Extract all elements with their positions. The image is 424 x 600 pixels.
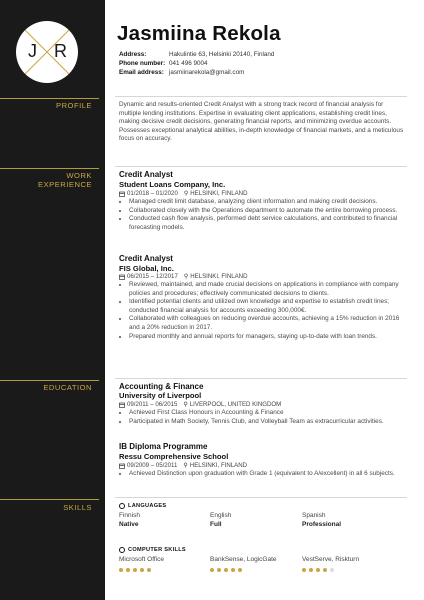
section-label-work-1: WORK: [66, 171, 92, 180]
contact-address: [119, 51, 274, 58]
calendar-icon: [119, 402, 125, 408]
job-meta: [119, 273, 247, 280]
job-title: Credit Analyst: [119, 254, 173, 263]
languages-heading: [119, 503, 166, 509]
education-location: LIVERPOOL, UNITED KINGDOM: [189, 401, 282, 408]
location-pin-icon: ⚲: [183, 463, 188, 469]
section-label-skills: SKILLS: [63, 503, 92, 512]
skill-rating: [302, 568, 334, 572]
rating-dot: [133, 568, 137, 572]
work-divider: [0, 168, 99, 169]
monogram-logo: [16, 21, 78, 83]
school-name: University of Liverpool: [119, 391, 202, 400]
education-location: HELSINKI, FINLAND: [189, 462, 248, 469]
education-meta: [119, 462, 247, 469]
rating-dot: [217, 568, 221, 572]
monogram-initial-last: R: [54, 41, 67, 61]
computer-skills-heading: [119, 547, 186, 553]
languages-icon: [119, 503, 125, 509]
languages-label: LANGUAGES: [128, 503, 167, 509]
job-location: HELSINKI, FINLAND: [190, 273, 248, 280]
language-name: English: [210, 512, 232, 519]
list-item: • Prepared monthly and annual reports for managers, staying up-to-date with loan trends.: [129, 333, 411, 342]
calendar-icon: [119, 463, 125, 469]
education-dates: 09/2011 – 06/2015: [127, 401, 178, 408]
email-value: jasmiinarekola@gmail.com: [169, 69, 245, 76]
language-level: Native: [119, 521, 139, 528]
profile-divider: [0, 98, 99, 99]
section-label-education: EDUCATION: [43, 383, 92, 392]
computer-skill-name: Microsoft Office: [119, 556, 165, 563]
rating-dot: [210, 568, 214, 572]
sidebar: [0, 0, 105, 600]
location-pin-icon: ⚲: [183, 402, 188, 408]
address-label: Address:: [119, 51, 147, 58]
job-title: Credit Analyst: [119, 170, 173, 179]
monogram-cross-icon: [16, 21, 78, 83]
location-pin-icon: ⚲: [183, 191, 189, 197]
rating-dot: [330, 568, 334, 572]
section-label-profile: PROFILE: [56, 101, 92, 110]
rating-dot: [147, 568, 151, 572]
job-company: FIS Global, Inc.: [119, 264, 174, 273]
candidate-name: Jasmiina Rekola: [117, 22, 281, 45]
rating-dot: [126, 568, 130, 572]
degree-title: IB Diploma Programme: [119, 442, 208, 451]
computer-skill-name: VestServe, Riskturn: [302, 556, 360, 563]
rating-dot: [316, 568, 320, 572]
education-meta: [119, 401, 281, 408]
profile-rule: [115, 96, 407, 97]
computer-skills-label: COMPUTER SKILLS: [128, 547, 186, 553]
location-pin-icon: ⚲: [183, 274, 189, 280]
education-divider: [0, 380, 99, 381]
list-item: • Reviewed, maintained, and made crucial decisions on applications in compliance with company policies and procedures; effectively communicated decisions to clients.: [129, 281, 411, 298]
email-label: Email address:: [119, 69, 164, 76]
address-value: Hakulintie 63, Helsinki 20140, Finland: [169, 51, 275, 58]
rating-dot: [224, 568, 228, 572]
degree-title: Accounting & Finance: [119, 382, 204, 391]
list-item: • Achieved Distinction upon graduation with Grade 1 (equivalent to A/excellent) in all 6 subjects.: [129, 470, 411, 479]
language-name: Spanish: [302, 512, 326, 519]
skills-divider: [0, 499, 99, 500]
contact-email: [119, 69, 244, 76]
job-dates: 01/2018 – 01/2020: [127, 190, 178, 197]
rating-dot: [140, 568, 144, 572]
list-item: • Managed credit limit database, analyzing client information and making credit decisions.: [129, 198, 411, 207]
monogram-initial-first: J: [28, 41, 37, 61]
job-bullets: [122, 281, 411, 341]
phone-value: 041 496 9004: [169, 60, 208, 67]
calendar-icon: [119, 274, 125, 280]
rating-dot: [302, 568, 306, 572]
computer-skills-icon: [119, 547, 125, 553]
rating-dot: [309, 568, 313, 572]
education-bullets: [122, 470, 411, 479]
list-item: • Collaborated with colleagues on reducing overdue accounts, achieving a 15% reduction in 2016 and a 20% reduction in 2017.: [129, 315, 411, 332]
education-rule: [115, 378, 407, 379]
section-label-work-2: EXPERIENCE: [38, 180, 92, 189]
list-item: • Participated in Math Society, Tennis Club, and Volleyball Team as extracurricular activities.: [129, 418, 411, 427]
job-dates: 06/2015 – 12/2017: [127, 273, 178, 280]
job-meta: [119, 190, 247, 197]
profile-text: Dynamic and results-oriented Credit Analyst with a strong track record of financial analysis for multiple lending institutions. Expertise in evaluating client applications, establishing credit lines, making decisive credit decisions, generating financial reports, and minimizing overdue accounts. Possesses exceptional analytical abilities, in-depth knowledge of financial markets, and a meticulous focus on accuracy.: [119, 101, 404, 143]
list-item: • Achieved First Class Honours in Accounting & Finance: [129, 409, 411, 418]
rating-dot: [323, 568, 327, 572]
language-level: Professional: [302, 521, 342, 528]
contact-phone: [119, 60, 208, 67]
list-item: • Collaborated closely with the Operations department to automate the entire borrowing process.: [129, 207, 411, 216]
list-item: • Conducted cash flow analysis, performed debt service calculations, and contributed to financial forecasting models.: [129, 215, 411, 232]
school-name: Ressu Comprehensive School: [119, 452, 229, 461]
skills-rule: [115, 497, 407, 498]
calendar-icon: [119, 191, 125, 197]
language-level: Full: [210, 521, 222, 528]
education-dates: 09/2009 – 05/2011: [127, 462, 178, 469]
job-bullets: [122, 198, 411, 232]
skill-rating: [119, 568, 151, 572]
rating-dot: [119, 568, 123, 572]
education-bullets: [122, 409, 411, 426]
rating-dot: [238, 568, 242, 572]
skill-rating: [210, 568, 242, 572]
job-company: Student Loans Company, Inc.: [119, 180, 226, 189]
language-name: Finnish: [119, 512, 140, 519]
job-location: HELSINKI, FINLAND: [190, 190, 248, 197]
work-rule: [115, 166, 407, 167]
phone-label: Phone number:: [119, 60, 166, 67]
computer-skill-name: BankSense, LogicGate: [210, 556, 277, 563]
rating-dot: [231, 568, 235, 572]
list-item: • Identified potential clients and utilized own knowledge and expertise to establish credit lines; conducted financial analysis for accounts exceeding 300,000€.: [129, 298, 411, 315]
